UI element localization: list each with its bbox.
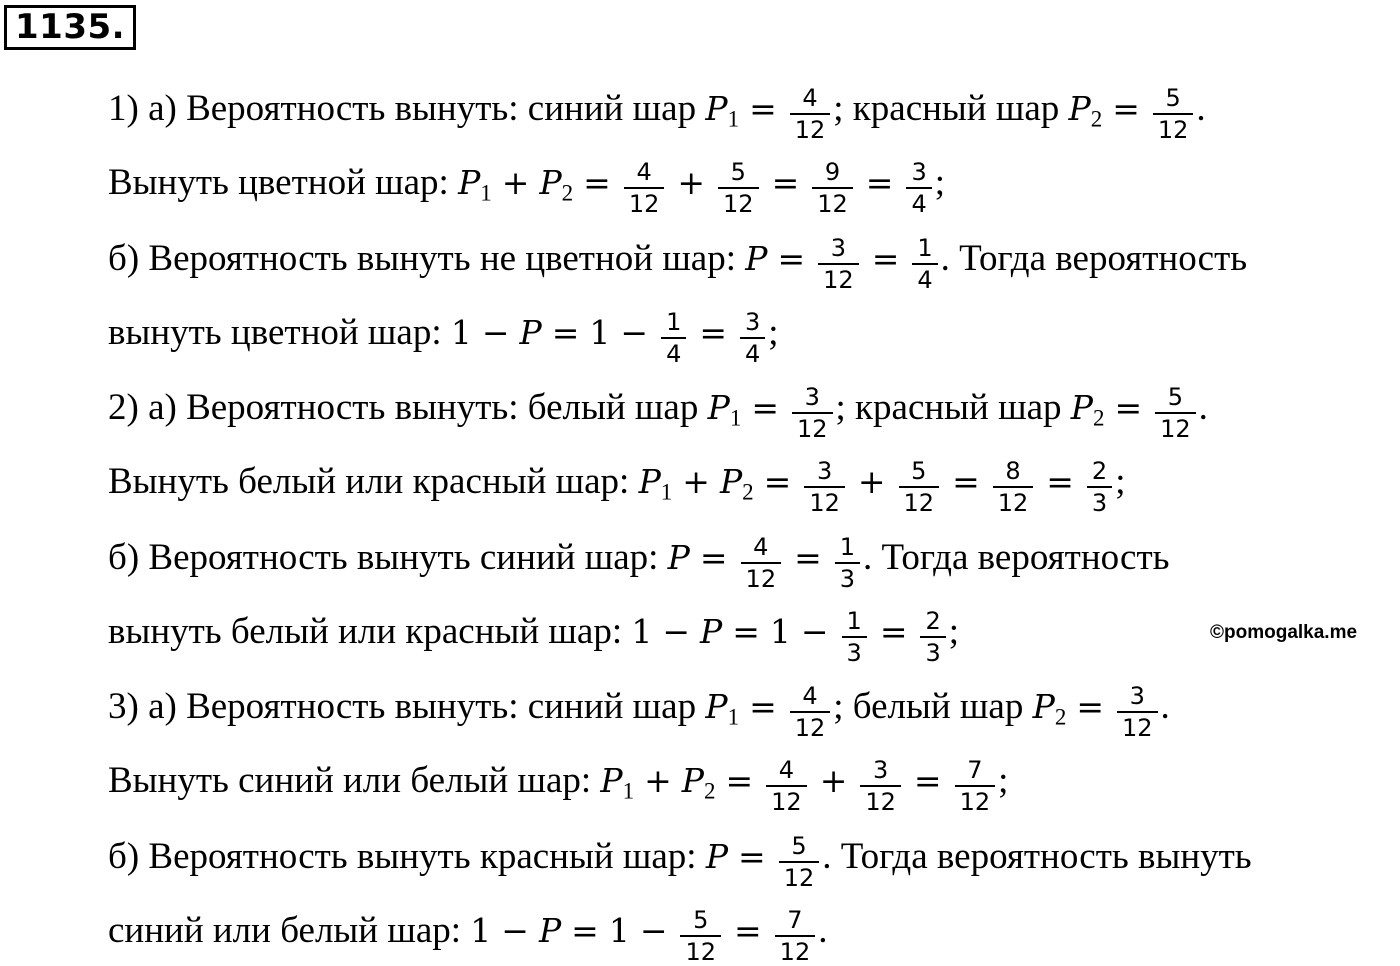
fraction-numerator: 7 (775, 907, 816, 937)
fraction-numerator: 2 (1087, 458, 1112, 488)
fraction-numerator: 7 (955, 757, 996, 787)
math-operator: = (738, 836, 766, 876)
fraction (740, 309, 765, 368)
fraction-numerator: 3 (906, 159, 931, 189)
fraction-numerator: 5 (680, 907, 721, 937)
solution-line (108, 680, 1170, 743)
text-run: ; (998, 759, 1009, 801)
math-variable: P (600, 760, 623, 800)
text-run: б) Вероятность вынуть красный шар: (108, 835, 706, 877)
math-operator: − (639, 910, 668, 950)
math-variable: P (1068, 88, 1091, 128)
text-run: 1) а) Вероятность вынуть: синий шар (108, 87, 706, 129)
math-operator: = (1076, 686, 1104, 726)
fraction-numerator: 9 (812, 159, 853, 189)
fraction (1117, 683, 1158, 742)
math-variable: P (681, 760, 704, 800)
math-operator: = (794, 537, 822, 577)
fraction-numerator: 1 (661, 309, 686, 339)
fraction-numerator: 5 (718, 159, 759, 189)
fraction (792, 384, 833, 443)
text-run: . (818, 909, 828, 951)
text-run: Вынуть синий или белый шар: (108, 759, 601, 801)
fraction (912, 235, 937, 294)
text-run: ; (934, 161, 945, 203)
solution-line (108, 156, 945, 219)
fraction (624, 159, 665, 218)
fraction (993, 458, 1034, 517)
math-variable: P (458, 162, 481, 202)
math-operator: = (763, 461, 792, 501)
solution-line (108, 381, 1208, 444)
fraction (741, 534, 782, 593)
math-variable: P (745, 238, 768, 278)
math-operator: = (732, 611, 760, 651)
fraction (766, 757, 807, 816)
fraction (835, 534, 860, 593)
math-variable: P (539, 162, 562, 202)
math-variable: P (700, 611, 723, 651)
math-operator: = (734, 910, 762, 950)
text-run: б) Вероятность вынуть синий шар: (108, 536, 668, 578)
solution-line (108, 754, 1009, 817)
fraction-denominator: 12 (745, 565, 777, 594)
subscript: 1 (729, 405, 742, 431)
math-operator: + (644, 760, 672, 800)
math-operator: = (551, 312, 580, 352)
math-operator: + (682, 461, 710, 501)
fraction (775, 907, 816, 966)
fraction-denominator: 4 (911, 190, 927, 219)
fraction (818, 235, 859, 294)
text-run: синий или белый шар: (108, 909, 471, 951)
text-run: 3) а) Вероятность вынуть: синий шар (108, 685, 706, 727)
solution-line (108, 830, 1252, 893)
fraction-numerator: 1 (842, 608, 867, 638)
text-run: вынуть цветной шар: (108, 311, 451, 353)
math-number: 1 (470, 910, 492, 950)
fraction (899, 458, 940, 517)
math-operator: = (725, 760, 754, 800)
text-run: ; (768, 311, 779, 353)
problem-number: 1135. (4, 5, 136, 50)
fraction-numerator: 3 (804, 458, 845, 488)
fraction-denominator: 12 (794, 116, 826, 145)
fraction-numerator: 8 (993, 458, 1034, 488)
solution-line (108, 904, 828, 966)
text-run: . (1160, 685, 1170, 727)
solution-line (108, 605, 960, 668)
math-operator: = (777, 238, 806, 278)
text-run: . (1196, 87, 1206, 129)
fraction (1155, 384, 1196, 443)
fraction-denominator: 4 (666, 340, 682, 369)
fraction-denominator: 3 (846, 639, 862, 668)
math-operator: − (800, 611, 829, 651)
subscript: 1 (727, 704, 740, 730)
fraction (804, 458, 845, 517)
fraction (955, 757, 996, 816)
math-operator: = (699, 537, 728, 577)
fraction-denominator: 12 (1157, 116, 1189, 145)
fraction-denominator: 3 (925, 639, 941, 668)
math-number: 1 (608, 910, 630, 950)
math-number: 1 (589, 312, 611, 352)
math-operator: = (1046, 461, 1074, 501)
subscript: 1 (480, 180, 492, 206)
text-run: ; красный шар (833, 87, 1069, 129)
fraction (842, 608, 867, 667)
math-operator: + (501, 162, 530, 202)
math-operator: = (952, 461, 980, 501)
text-run: . Тогда вероятность (940, 237, 1248, 279)
fraction-numerator: 4 (741, 534, 782, 564)
math-operator: = (749, 88, 777, 128)
math-operator: − (481, 312, 510, 352)
math-variable: P (707, 387, 730, 427)
math-variable: P (1032, 686, 1055, 726)
subscript: 2 (1054, 704, 1067, 730)
math-operator: = (583, 162, 611, 202)
text-run: ; (1115, 460, 1126, 502)
fraction-numerator: 5 (1155, 384, 1196, 414)
math-variable: P (538, 910, 562, 950)
fraction-denominator: 4 (917, 266, 933, 295)
solution-line (108, 531, 1170, 594)
math-operator: = (1114, 387, 1143, 427)
text-run: вынуть белый или красный шар: (108, 610, 632, 652)
fraction-denominator: 12 (771, 788, 802, 817)
subscript: 1 (622, 778, 635, 804)
text-run: ; (948, 610, 960, 652)
math-variable: P (705, 836, 729, 876)
fraction-numerator: 1 (912, 235, 937, 265)
subscript: 2 (1092, 405, 1105, 431)
fraction-denominator: 12 (959, 788, 991, 817)
subscript: 1 (660, 479, 673, 505)
fraction-numerator: 3 (860, 757, 901, 787)
math-variable: P (705, 88, 728, 128)
math-variable: P (638, 461, 661, 501)
text-run: Вынуть цветной шар: (108, 161, 459, 203)
math-operator: − (620, 312, 649, 352)
fraction (920, 608, 945, 667)
fraction-denominator: 12 (1160, 415, 1191, 444)
math-number: 1 (450, 312, 472, 352)
math-operator: + (819, 760, 848, 800)
fraction-denominator: 12 (723, 190, 754, 219)
fraction-denominator: 12 (1121, 714, 1153, 743)
text-run: . (1198, 386, 1208, 428)
math-operator: + (677, 162, 706, 202)
fraction-denominator: 12 (817, 190, 848, 219)
fraction-denominator: 12 (783, 864, 815, 893)
math-operator: = (751, 387, 779, 427)
math-variable: P (1070, 387, 1093, 427)
math-operator: + (857, 461, 886, 501)
math-number: 1 (631, 611, 653, 651)
fraction-numerator: 3 (740, 309, 765, 339)
math-operator: = (879, 611, 908, 651)
fraction-numerator: 1 (835, 534, 860, 564)
text-run: . Тогда вероятность (863, 536, 1170, 578)
math-operator: = (913, 760, 942, 800)
solution-line (108, 82, 1206, 145)
math-operator: = (699, 312, 727, 352)
fraction-numerator: 4 (790, 683, 831, 713)
fraction-denominator: 12 (809, 489, 840, 518)
solution-line (108, 306, 779, 369)
math-operator: − (662, 611, 691, 651)
fraction (680, 907, 721, 966)
fraction-numerator: 4 (790, 85, 831, 115)
fraction (906, 159, 931, 218)
text-run: Вынуть белый или красный шар: (108, 460, 639, 502)
text-run: ; красный шар (835, 386, 1071, 428)
fraction-denominator: 12 (628, 190, 660, 219)
fraction (718, 159, 759, 218)
fraction (860, 757, 901, 816)
fraction-numerator: 3 (792, 384, 833, 414)
fraction-numerator: 3 (1117, 683, 1158, 713)
fraction-numerator: 4 (766, 757, 807, 787)
subscript: 2 (1090, 106, 1103, 132)
fraction-denominator: 12 (823, 266, 854, 295)
fraction (790, 683, 831, 742)
fraction (1087, 458, 1112, 517)
fraction-denominator: 12 (685, 938, 717, 966)
fraction-numerator: 4 (624, 159, 665, 189)
fraction (779, 833, 820, 892)
math-operator: = (771, 162, 800, 202)
fraction-numerator: 5 (899, 458, 940, 488)
math-operator: = (871, 238, 900, 278)
math-operator: = (571, 910, 599, 950)
fraction-numerator: 2 (920, 608, 945, 638)
fraction-denominator: 12 (796, 415, 828, 444)
math-operator: = (865, 162, 894, 202)
fraction-numerator: 5 (779, 833, 820, 863)
math-variable: P (719, 461, 743, 501)
fraction (812, 159, 853, 218)
fraction-denominator: 3 (1091, 489, 1108, 518)
fraction-denominator: 3 (839, 565, 856, 594)
fraction (661, 309, 686, 368)
fraction-denominator: 12 (794, 714, 826, 743)
fraction-denominator: 12 (865, 788, 896, 817)
fraction-denominator: 12 (779, 938, 811, 966)
text-run: б) Вероятность вынуть не цветной шар: (108, 237, 746, 279)
math-variable: P (667, 537, 690, 577)
subscript: 2 (561, 180, 574, 206)
fraction-denominator: 4 (745, 340, 761, 369)
math-variable: P (519, 312, 542, 352)
fraction-denominator: 12 (997, 489, 1029, 518)
text-run: 2) а) Вероятность вынуть: белый шар (108, 386, 708, 428)
math-operator: − (501, 910, 529, 950)
text-run: ; белый шар (833, 685, 1033, 727)
fraction (790, 85, 831, 144)
watermark: ©pomogalka.me (1210, 622, 1358, 643)
solution-line (108, 455, 1126, 518)
math-number: 1 (769, 611, 791, 651)
subscript: 1 (727, 106, 740, 132)
fraction-denominator: 12 (903, 489, 935, 518)
math-operator: = (749, 686, 777, 726)
text-run: . Тогда вероятность вынуть (822, 835, 1252, 877)
fraction-numerator: 5 (1153, 85, 1194, 115)
fraction-numerator: 3 (818, 235, 859, 265)
subscript: 2 (742, 479, 754, 505)
fraction (1153, 85, 1194, 144)
math-operator: = (1112, 88, 1140, 128)
math-variable: P (705, 686, 728, 726)
solution-line (108, 232, 1248, 295)
subscript: 2 (704, 778, 716, 804)
